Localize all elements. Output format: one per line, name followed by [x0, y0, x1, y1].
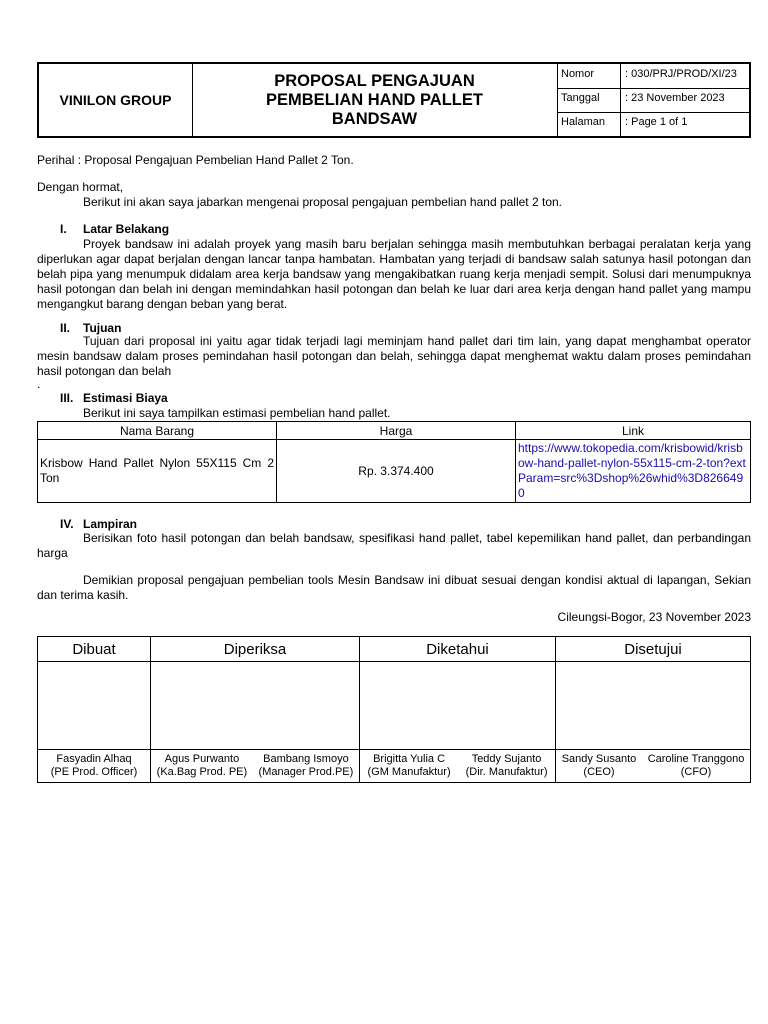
signatory-role: (Ka.Bag Prod. PE): [156, 766, 248, 778]
company-name: VINILON GROUP: [39, 64, 193, 136]
document-header: [37, 62, 751, 138]
signatory-cell: [38, 750, 151, 783]
signatory-name: Fasyadin Alhaq: [56, 753, 132, 765]
signatory: [466, 753, 548, 779]
section-number: I.: [60, 222, 67, 236]
signature-header: Dibuat: [38, 637, 151, 662]
signature-space: [556, 662, 751, 750]
section-heading: Tujuan: [83, 321, 122, 335]
title-line: PEMBELIAN HAND PALLET: [266, 90, 483, 109]
signatory: [648, 753, 745, 779]
signature-space: [151, 662, 360, 750]
signatory: [562, 753, 637, 779]
meta-label: Tanggal: [561, 92, 600, 104]
stray-period: .: [37, 377, 41, 391]
signatory: [157, 753, 248, 779]
subject-line: Perihal : Proposal Pengajuan Pembelian Hand Pallet 2 Ton.: [37, 153, 354, 167]
signatory-role: (Dir. Manufaktur): [465, 766, 548, 778]
table-row: [38, 440, 751, 503]
section-heading: Lampiran: [83, 517, 138, 531]
section-number: II.: [60, 321, 71, 335]
meta-value: : 030/PRJ/PROD/XI/23: [625, 68, 737, 80]
signatory-cell: [360, 750, 556, 783]
column-header: Nama Barang: [38, 422, 277, 440]
section-heading: Latar Belakang: [83, 222, 170, 236]
signature-space: [360, 662, 556, 750]
section-text: Berisikan foto hasil potongan dan belah bandsaw, spesifikasi hand pallet, tabel kepemilikan hand pallet, dan perbandingan harga: [37, 531, 751, 560]
section-text: Proyek bandsaw ini adalah proyek yang masih baru berjalan sehingga masih membutuhkan berbagai peralatan kerja yang diperlukan agar dapat berjalan dengan lancar tanpa hambatan. Hambatan yang terjadi di bandsaw salah satunya hasil potongan dan belah pipa yang menumpuk didalam area kerja bandsaw yang mengakibatkan ruang kerja menjadi sempit. Solusi dari menumpuknya hasil potongan dan belah ini dengan memindahkan hasil potongan dan belah ke luar dari area kerja dengan hand pallet yang mampu mengangkut barang dengan beban yang berat.: [37, 237, 751, 311]
column-header: Harga: [277, 422, 516, 440]
signatory: [51, 753, 138, 779]
signature-header: Diperiksa: [151, 637, 360, 662]
signatory: [367, 753, 450, 779]
signatory-name: Teddy Sujanto: [471, 753, 542, 765]
section-number: III.: [60, 391, 74, 405]
signature-header: Diketahui: [360, 637, 556, 662]
product-link-cell: [516, 440, 751, 503]
meta-row-nomor: [557, 64, 751, 89]
section-text: Tujuan dari proposal ini yaitu agar tidak terjadi lagi meminjam hand pallet dari tim lain, yang dapat menghambat operator mesin bandsaw dalam proses pemindahan hasil potongan dan belah, sehingga dapat menghemat waktu dalam proses pemindahan hasil potongan dan belah: [37, 334, 751, 378]
column-header: Link: [516, 422, 751, 440]
signatory-name: Agus Purwanto: [164, 753, 240, 765]
section-heading: Estimasi Biaya: [83, 391, 168, 405]
meta-label: Halaman: [561, 116, 606, 128]
section-number: IV.: [60, 517, 74, 531]
meta-row-tanggal: [557, 88, 751, 113]
signatory-role: (PE Prod. Officer): [50, 766, 138, 778]
meta-value: : 23 November 2023: [625, 92, 725, 104]
meta-label: Nomor: [561, 68, 595, 80]
signatory-name: Bambang Ismoyo: [263, 753, 349, 765]
signatory-name: Brigitta Yulia C: [373, 753, 446, 765]
signatory-role: (Manager Prod.PE): [258, 766, 354, 778]
signatory-name: Caroline Tranggono: [647, 753, 745, 765]
place-date: Cileungsi-Bogor, 23 November 2023: [557, 610, 751, 624]
table-header-row: [38, 422, 751, 440]
document-meta: [557, 64, 751, 136]
greeting: Dengan hormat,: [37, 180, 124, 194]
signature-space: [38, 662, 151, 750]
title-line: PROPOSAL PENGAJUAN: [274, 71, 475, 90]
signature-header-row: [38, 637, 751, 662]
signatory-cell: [151, 750, 360, 783]
signatory: [259, 753, 354, 779]
signatory-row: [38, 750, 751, 783]
signatory-name: Sandy Susanto: [561, 753, 637, 765]
signature-header: Disetujui: [556, 637, 751, 662]
item-price: Rp. 3.374.400: [277, 440, 516, 503]
title-line: BANDSAW: [331, 109, 418, 128]
meta-row-halaman: [557, 112, 751, 136]
signatory-role: (CFO): [680, 766, 712, 778]
cost-estimate-table: [37, 421, 751, 503]
intro-text: Berikut ini akan saya jabarkan mengenai proposal pengajuan pembelian hand pallet 2 ton.: [83, 195, 562, 209]
section-text: Berikut ini saya tampilkan estimasi pembelian hand pallet.: [83, 406, 391, 420]
product-link[interactable]: https://www.tokopedia.com/krisbowid/krisbow-hand-pallet-nylon-55x115-cm-2-ton?extParam=src%3Dshop%26whid%3D8266490: [518, 441, 746, 500]
signature-space-row: [38, 662, 751, 750]
signatory-cell: [556, 750, 751, 783]
signature-table: [37, 636, 751, 783]
item-name: Krisbow Hand Pallet Nylon 55X115 Cm 2 Ton: [38, 440, 277, 503]
document-title: [192, 64, 558, 136]
signatory-role: (CEO): [583, 766, 615, 778]
meta-value: : Page 1 of 1: [625, 116, 688, 128]
signatory-role: (GM Manufaktur): [367, 766, 451, 778]
closing-text: Demikian proposal pengajuan pembelian tools Mesin Bandsaw ini dibuat sesuai dengan kondisi aktual di lapangan, Sekian dan terima kasih.: [37, 573, 751, 602]
